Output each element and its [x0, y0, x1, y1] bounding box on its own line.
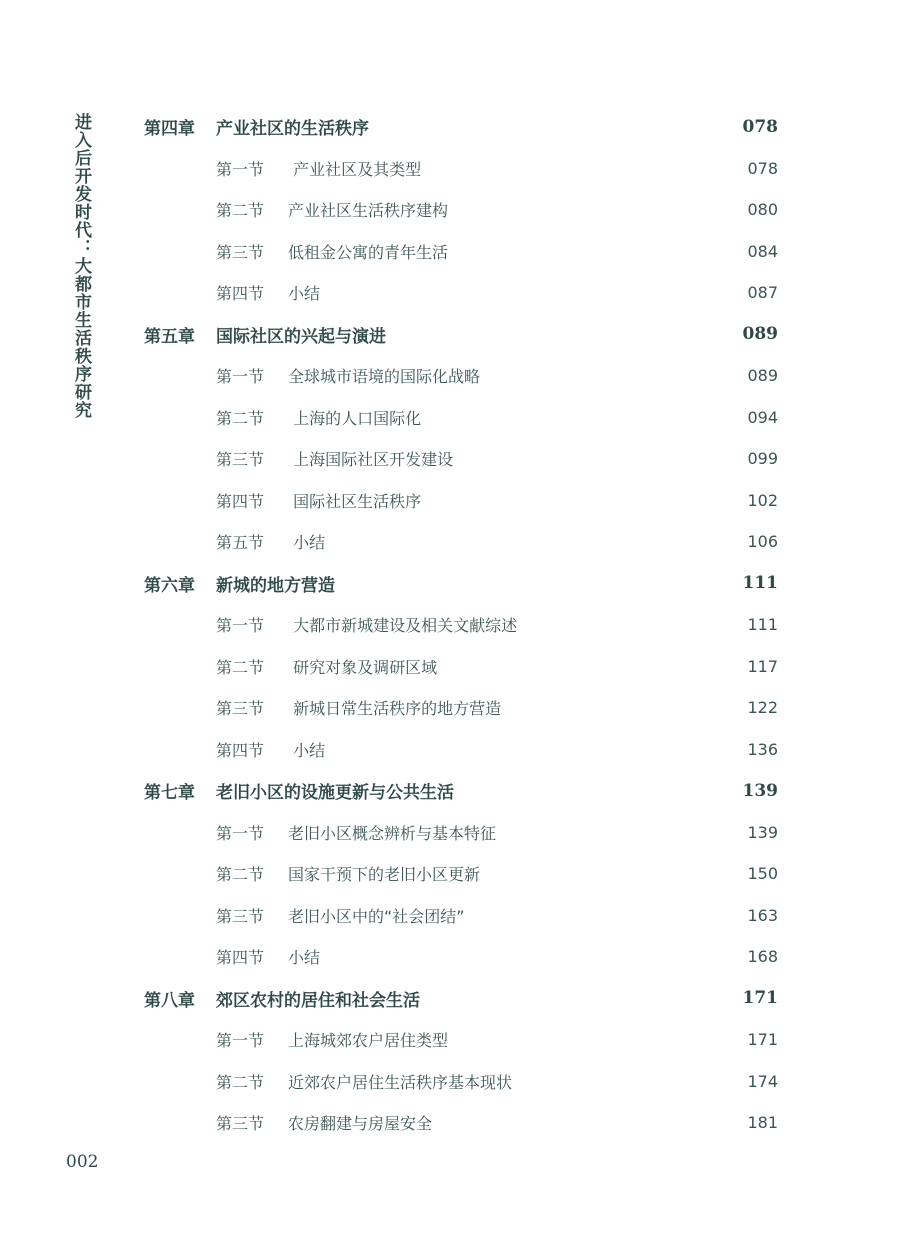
- chapter-title: 老旧小区的设施更新与公共生活: [216, 783, 454, 804]
- toc-section-row[interactable]: [144, 189, 778, 231]
- section-title: 近郊农户居住生活秩序基本现状: [288, 1072, 513, 1092]
- section-title: 新城日常生活秩序的地方营造: [288, 699, 502, 719]
- section-label: 第三节: [216, 699, 265, 719]
- chapter-page-number: 078: [742, 116, 778, 137]
- toc-section-row[interactable]: [144, 148, 778, 190]
- section-page-number: 163: [747, 905, 778, 925]
- section-title: 小结: [288, 740, 326, 760]
- section-label: 第四节: [216, 740, 265, 760]
- toc-chapter-row[interactable]: [144, 106, 778, 148]
- chapter-page-number: 171: [742, 988, 778, 1009]
- section-page-number: 136: [747, 739, 778, 759]
- section-title: 农房翻建与房屋安全: [288, 1114, 433, 1134]
- chapter-label: 第四章: [144, 119, 195, 140]
- section-page-number: 174: [747, 1071, 778, 1091]
- section-title: 上海的人口国际化: [288, 408, 422, 428]
- section-page-number: 139: [747, 822, 778, 842]
- section-label: 第三节: [216, 906, 265, 926]
- toc-section-row[interactable]: [144, 604, 778, 646]
- section-label: 第一节: [216, 1031, 265, 1051]
- section-label: 第一节: [216, 159, 265, 179]
- toc-section-row[interactable]: [144, 272, 778, 314]
- section-title: 上海城郊农户居住类型: [288, 1031, 449, 1051]
- book-title-vertical: 进入后开发时代：大都市生活秩序研究: [71, 113, 91, 419]
- section-title: 小结: [288, 948, 321, 968]
- toc-section-row[interactable]: [144, 438, 778, 480]
- section-title: 国家干预下的老旧小区更新: [288, 865, 481, 885]
- section-label: 第一节: [216, 823, 265, 843]
- chapter-label: 第五章: [144, 326, 195, 347]
- section-label: 第三节: [216, 450, 265, 470]
- section-title: 全球城市语境的国际化战略: [288, 367, 481, 387]
- toc-section-row[interactable]: [144, 687, 778, 729]
- section-label: 第一节: [216, 616, 265, 636]
- toc-section-row[interactable]: [144, 231, 778, 273]
- section-page-number: 099: [747, 449, 778, 469]
- toc-section-row[interactable]: [144, 1061, 778, 1103]
- chapter-title: 产业社区的生活秩序: [216, 119, 369, 140]
- section-title: 研究对象及调研区域: [288, 657, 438, 677]
- section-title: 产业社区及其类型: [288, 159, 422, 179]
- section-title: 老旧小区中的“社会团结”: [288, 906, 465, 926]
- section-label: 第二节: [216, 657, 265, 677]
- section-label: 第五节: [216, 533, 265, 553]
- section-label: 第四节: [216, 284, 265, 304]
- toc-chapter-row[interactable]: [144, 563, 778, 605]
- section-title: 老旧小区概念辨析与基本特征: [288, 823, 497, 843]
- section-label: 第三节: [216, 242, 265, 262]
- toc-chapter-row[interactable]: [144, 978, 778, 1020]
- toc-chapter-row[interactable]: [144, 314, 778, 356]
- section-page-number: 080: [747, 200, 778, 220]
- toc-section-row[interactable]: [144, 895, 778, 937]
- section-title: 上海国际社区开发建设: [288, 450, 454, 470]
- section-label: 第二节: [216, 1072, 265, 1092]
- toc-section-row[interactable]: [144, 480, 778, 522]
- toc-section-row[interactable]: [144, 521, 778, 563]
- chapter-title: 新城的地方营造: [216, 575, 335, 596]
- toc-section-row[interactable]: [144, 853, 778, 895]
- section-page-number: 122: [747, 698, 778, 718]
- section-label: 第二节: [216, 408, 265, 428]
- section-label: 第四节: [216, 491, 265, 511]
- toc-chapter-row[interactable]: [144, 770, 778, 812]
- section-page-number: 181: [747, 1113, 778, 1133]
- section-title: 小结: [288, 533, 326, 553]
- chapter-label: 第八章: [144, 990, 195, 1011]
- section-label: 第一节: [216, 367, 265, 387]
- section-title: 产业社区生活秩序建构: [288, 201, 449, 221]
- toc-section-row[interactable]: [144, 397, 778, 439]
- section-page-number: 111: [747, 615, 778, 635]
- section-page-number: 089: [747, 366, 778, 386]
- section-page-number: 078: [747, 158, 778, 178]
- section-label: 第二节: [216, 201, 265, 221]
- section-page-number: 087: [747, 283, 778, 303]
- section-page-number: 168: [747, 947, 778, 967]
- chapter-page-number: 139: [742, 780, 778, 801]
- chapter-label: 第六章: [144, 575, 195, 596]
- toc-section-row[interactable]: [144, 1102, 778, 1144]
- section-page-number: 084: [747, 241, 778, 261]
- section-page-number: 102: [747, 490, 778, 510]
- section-page-number: 117: [747, 656, 778, 676]
- chapter-label: 第七章: [144, 783, 195, 804]
- section-page-number: 150: [747, 864, 778, 884]
- section-label: 第二节: [216, 865, 265, 885]
- chapter-page-number: 089: [742, 324, 778, 345]
- section-title: 大都市新城建设及相关文献综述: [288, 616, 518, 636]
- section-page-number: 106: [747, 532, 778, 552]
- toc-section-row[interactable]: [144, 936, 778, 978]
- chapter-page-number: 111: [742, 573, 778, 594]
- toc-section-row[interactable]: [144, 812, 778, 854]
- section-title: 小结: [288, 284, 321, 304]
- section-title: 低租金公寓的青年生活: [288, 242, 449, 262]
- toc-section-row[interactable]: [144, 729, 778, 771]
- toc-section-row[interactable]: [144, 355, 778, 397]
- section-label: 第四节: [216, 948, 265, 968]
- toc-section-row[interactable]: [144, 646, 778, 688]
- section-page-number: 171: [747, 1030, 778, 1050]
- chapter-title: 国际社区的兴起与演进: [216, 326, 386, 347]
- section-title: 国际社区生活秩序: [288, 491, 422, 511]
- chapter-title: 郊区农村的居住和社会生活: [216, 990, 420, 1011]
- page-number: 002: [66, 1152, 99, 1172]
- section-page-number: 094: [747, 407, 778, 427]
- table-of-contents: [144, 106, 778, 1144]
- toc-section-row[interactable]: [144, 1019, 778, 1061]
- section-label: 第三节: [216, 1114, 265, 1134]
